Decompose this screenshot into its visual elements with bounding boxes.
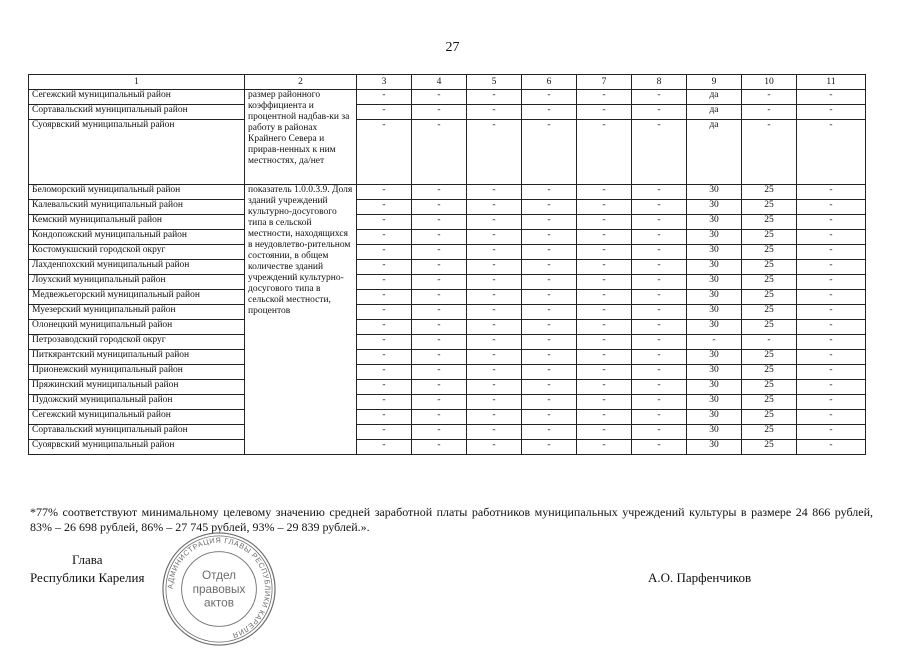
value-cell: - xyxy=(577,380,632,395)
table-row xyxy=(29,395,866,410)
value-cell: - xyxy=(467,215,522,230)
value-cell: 30 xyxy=(687,200,742,215)
value-cell: - xyxy=(412,230,467,245)
value-cell: - xyxy=(577,120,632,185)
stamp-ring-text: АДМИНИСТРАЦИЯ ГЛАВЫ РЕСПУБЛИКИ КАРЕЛИЯ xyxy=(165,535,273,641)
value-cell: 25 xyxy=(742,245,797,260)
value-cell: 30 xyxy=(687,395,742,410)
value-cell: - xyxy=(522,230,577,245)
value-cell: - xyxy=(632,320,687,335)
value-cell: - xyxy=(522,200,577,215)
value-cell: - xyxy=(687,335,742,350)
value-cell: 30 xyxy=(687,425,742,440)
value-cell: - xyxy=(522,305,577,320)
stamp-line-3: актов xyxy=(204,595,234,610)
value-cell: - xyxy=(632,380,687,395)
value-cell: - xyxy=(522,380,577,395)
value-cell: - xyxy=(357,425,412,440)
table-row xyxy=(29,185,866,200)
value-cell: - xyxy=(412,245,467,260)
value-cell: - xyxy=(797,350,866,365)
value-cell: - xyxy=(357,275,412,290)
value-cell: - xyxy=(357,380,412,395)
value-cell: - xyxy=(412,305,467,320)
value-cell: 25 xyxy=(742,365,797,380)
value-cell: - xyxy=(632,410,687,425)
value-cell: - xyxy=(632,440,687,455)
value-cell: - xyxy=(632,365,687,380)
value-cell: 25 xyxy=(742,215,797,230)
row-name: Беломорский муниципальный район xyxy=(29,185,245,200)
value-cell: 25 xyxy=(742,380,797,395)
value-cell: - xyxy=(522,275,577,290)
value-cell: - xyxy=(797,90,866,105)
table-header-row xyxy=(29,75,866,90)
value-cell: - xyxy=(577,335,632,350)
signature-title-line1: Глава xyxy=(72,552,103,567)
row-name: Калевальский муниципальный район xyxy=(29,200,245,215)
value-cell: да xyxy=(687,105,742,120)
value-cell: - xyxy=(467,200,522,215)
value-cell: - xyxy=(632,185,687,200)
value-cell: - xyxy=(632,120,687,185)
value-cell: 25 xyxy=(742,260,797,275)
value-cell: - xyxy=(467,335,522,350)
value-cell: - xyxy=(632,200,687,215)
value-cell: - xyxy=(577,215,632,230)
value-cell: - xyxy=(357,305,412,320)
value-cell: - xyxy=(357,395,412,410)
value-cell: - xyxy=(742,90,797,105)
value-cell: 25 xyxy=(742,230,797,245)
value-cell: - xyxy=(412,320,467,335)
value-cell: - xyxy=(467,365,522,380)
value-cell: 30 xyxy=(687,410,742,425)
value-cell: - xyxy=(412,440,467,455)
value-cell: 30 xyxy=(687,185,742,200)
value-cell: - xyxy=(412,365,467,380)
value-cell: - xyxy=(742,105,797,120)
row-name: Лоухский муниципальный район xyxy=(29,275,245,290)
value-cell: - xyxy=(577,425,632,440)
value-cell: - xyxy=(412,200,467,215)
table-row xyxy=(29,275,866,290)
value-cell: - xyxy=(412,410,467,425)
value-cell: - xyxy=(577,260,632,275)
value-cell: - xyxy=(522,410,577,425)
value-cell: - xyxy=(797,305,866,320)
row-name: Лахденпохский муниципальный район xyxy=(29,260,245,275)
value-cell: - xyxy=(577,275,632,290)
table-row xyxy=(29,425,866,440)
column-header-1: 1 xyxy=(29,75,245,90)
table-row xyxy=(29,120,866,185)
row-name: Сортавальский муниципальный район xyxy=(29,425,245,440)
column-header-4: 4 xyxy=(412,75,467,90)
value-cell: - xyxy=(632,245,687,260)
row-name: Кемский муниципальный район xyxy=(29,215,245,230)
value-cell: - xyxy=(467,185,522,200)
value-cell: - xyxy=(797,380,866,395)
value-cell: - xyxy=(577,200,632,215)
value-cell: - xyxy=(357,440,412,455)
value-cell: 30 xyxy=(687,215,742,230)
row-name: Пудожский муниципальный район xyxy=(29,395,245,410)
value-cell: - xyxy=(412,380,467,395)
value-cell: - xyxy=(522,120,577,185)
table-row xyxy=(29,410,866,425)
value-cell: - xyxy=(357,200,412,215)
value-cell: - xyxy=(797,245,866,260)
value-cell: - xyxy=(467,230,522,245)
value-cell: - xyxy=(467,425,522,440)
value-cell: - xyxy=(797,425,866,440)
column-header-7: 7 xyxy=(577,75,632,90)
page-number: 27 xyxy=(445,40,460,55)
value-cell: да xyxy=(687,90,742,105)
value-cell: - xyxy=(632,260,687,275)
value-cell: 30 xyxy=(687,350,742,365)
column-header-11: 11 xyxy=(797,75,866,90)
value-cell: - xyxy=(467,440,522,455)
value-cell: - xyxy=(797,230,866,245)
value-cell: - xyxy=(797,335,866,350)
value-cell: - xyxy=(797,290,866,305)
value-cell: - xyxy=(632,105,687,120)
value-cell: 30 xyxy=(687,260,742,275)
value-cell: - xyxy=(357,105,412,120)
value-cell: - xyxy=(522,365,577,380)
value-cell: - xyxy=(797,105,866,120)
value-cell: 25 xyxy=(742,200,797,215)
value-cell: - xyxy=(357,350,412,365)
value-cell: 25 xyxy=(742,275,797,290)
column-header-9: 9 xyxy=(687,75,742,90)
value-cell: 25 xyxy=(742,395,797,410)
value-cell: - xyxy=(797,395,866,410)
value-cell: - xyxy=(577,185,632,200)
value-cell: - xyxy=(412,260,467,275)
column-header-5: 5 xyxy=(467,75,522,90)
value-cell: - xyxy=(577,350,632,365)
value-cell: - xyxy=(577,245,632,260)
row-name: Олонецкий муниципальный район xyxy=(29,320,245,335)
value-cell: - xyxy=(412,425,467,440)
stamp-line-2: правовых xyxy=(192,581,246,596)
value-cell: 25 xyxy=(742,290,797,305)
column-header-10: 10 xyxy=(742,75,797,90)
value-cell: 30 xyxy=(687,275,742,290)
value-cell: - xyxy=(412,215,467,230)
value-cell: - xyxy=(467,90,522,105)
row-name: Медвежьегорский муниципальный район xyxy=(29,290,245,305)
value-cell: - xyxy=(522,90,577,105)
value-cell: - xyxy=(797,215,866,230)
value-cell: - xyxy=(357,320,412,335)
table-row xyxy=(29,350,866,365)
indicator-description: показатель 1.0.0.3.9. Доля зданий учреждений культурно-досугового типа в сельской местности, находящихся в неудовлетво-рительном состоянии, в общем количестве зданий учреждений культурно-досугового типа в сельской местности, процентов xyxy=(245,185,357,455)
indicator-table xyxy=(28,74,866,455)
value-cell: - xyxy=(797,410,866,425)
value-cell: - xyxy=(467,305,522,320)
value-cell: - xyxy=(467,275,522,290)
value-cell: - xyxy=(577,230,632,245)
row-name: Питкярантский муниципальный район xyxy=(29,350,245,365)
value-cell: - xyxy=(467,410,522,425)
value-cell: - xyxy=(632,275,687,290)
value-cell: - xyxy=(522,395,577,410)
value-cell: 25 xyxy=(742,350,797,365)
value-cell: - xyxy=(522,320,577,335)
value-cell: - xyxy=(577,395,632,410)
value-cell: - xyxy=(357,410,412,425)
value-cell: - xyxy=(467,120,522,185)
value-cell: - xyxy=(357,120,412,185)
column-header-2: 2 xyxy=(245,75,357,90)
value-cell: - xyxy=(467,395,522,410)
column-header-8: 8 xyxy=(632,75,687,90)
value-cell: - xyxy=(467,105,522,120)
signature-name: А.О. Парфенчиков xyxy=(648,570,752,585)
table-row xyxy=(29,105,866,120)
value-cell: - xyxy=(632,395,687,410)
row-name: Сортавальский муниципальный район xyxy=(29,105,245,120)
value-cell: - xyxy=(357,365,412,380)
value-cell: - xyxy=(412,290,467,305)
value-cell: - xyxy=(522,105,577,120)
value-cell: - xyxy=(632,215,687,230)
row-name: Кондопожский муниципальный район xyxy=(29,230,245,245)
value-cell: - xyxy=(412,350,467,365)
value-cell: - xyxy=(412,395,467,410)
value-cell: - xyxy=(522,215,577,230)
value-cell: - xyxy=(522,350,577,365)
value-cell: - xyxy=(742,120,797,185)
value-cell: 30 xyxy=(687,440,742,455)
value-cell: - xyxy=(412,335,467,350)
table-row xyxy=(29,335,866,350)
value-cell: - xyxy=(357,245,412,260)
stamp-line-1: Отдел xyxy=(201,568,237,583)
value-cell: - xyxy=(632,90,687,105)
value-cell: - xyxy=(797,365,866,380)
value-cell: - xyxy=(632,350,687,365)
official-stamp xyxy=(160,530,278,648)
value-cell: - xyxy=(357,335,412,350)
value-cell: - xyxy=(357,260,412,275)
value-cell: - xyxy=(577,290,632,305)
value-cell: - xyxy=(522,335,577,350)
value-cell: - xyxy=(797,275,866,290)
indicator-description: размер районного коэффициента и процентной надбав-ки за работу в районах Крайнего Севера и прирав-ненных к ним местностях, да/нет xyxy=(245,90,357,185)
value-cell: - xyxy=(412,120,467,185)
table-row xyxy=(29,320,866,335)
value-cell: - xyxy=(357,230,412,245)
value-cell: - xyxy=(632,335,687,350)
value-cell: 25 xyxy=(742,305,797,320)
value-cell: - xyxy=(467,380,522,395)
value-cell: - xyxy=(467,350,522,365)
table-row xyxy=(29,260,866,275)
value-cell: - xyxy=(797,320,866,335)
value-cell: - xyxy=(577,440,632,455)
value-cell: - xyxy=(797,120,866,185)
value-cell: - xyxy=(577,90,632,105)
column-header-3: 3 xyxy=(357,75,412,90)
value-cell: 25 xyxy=(742,425,797,440)
row-name: Пряжинский муниципальный район xyxy=(29,380,245,395)
value-cell: - xyxy=(522,185,577,200)
footnote: *77% соответствуют минимальному целевому значению средней заработной платы работников муниципальных учреждений культуры в размере 24 866 рублей, 83% – 26 698 рублей, 86% – 27 745 рублей, 93% – 29 839 рублей.». xyxy=(30,505,873,534)
table-row xyxy=(29,245,866,260)
table-row xyxy=(29,200,866,215)
row-name: Сегежский муниципальный район xyxy=(29,90,245,105)
row-name: Прионежский муниципальный район xyxy=(29,365,245,380)
value-cell: - xyxy=(797,185,866,200)
value-cell: - xyxy=(467,320,522,335)
value-cell: 30 xyxy=(687,245,742,260)
value-cell: 30 xyxy=(687,305,742,320)
table-row xyxy=(29,230,866,245)
value-cell: - xyxy=(522,425,577,440)
value-cell: - xyxy=(577,320,632,335)
row-name: Муезерский муниципальный район xyxy=(29,305,245,320)
value-cell: - xyxy=(412,275,467,290)
table-row xyxy=(29,305,866,320)
value-cell: 25 xyxy=(742,320,797,335)
table-row xyxy=(29,440,866,455)
table-row xyxy=(29,365,866,380)
table-row xyxy=(29,380,866,395)
value-cell: - xyxy=(522,245,577,260)
value-cell: - xyxy=(412,105,467,120)
value-cell: 30 xyxy=(687,380,742,395)
value-cell: - xyxy=(522,440,577,455)
value-cell: - xyxy=(742,335,797,350)
value-cell: 25 xyxy=(742,185,797,200)
value-cell: - xyxy=(632,290,687,305)
table-row xyxy=(29,215,866,230)
value-cell: - xyxy=(797,440,866,455)
table-row xyxy=(29,290,866,305)
value-cell: 25 xyxy=(742,440,797,455)
value-cell: - xyxy=(522,290,577,305)
row-name: Суоярвский муниципальный район xyxy=(29,120,245,185)
value-cell: - xyxy=(522,260,577,275)
value-cell: - xyxy=(797,260,866,275)
value-cell: - xyxy=(412,185,467,200)
value-cell: - xyxy=(577,410,632,425)
value-cell: - xyxy=(632,425,687,440)
value-cell: 30 xyxy=(687,365,742,380)
value-cell: - xyxy=(632,230,687,245)
value-cell: - xyxy=(412,90,467,105)
value-cell: 30 xyxy=(687,290,742,305)
value-cell: да xyxy=(687,120,742,185)
value-cell: - xyxy=(577,365,632,380)
value-cell: - xyxy=(357,215,412,230)
row-name: Петрозаводский городской округ xyxy=(29,335,245,350)
value-cell: - xyxy=(467,245,522,260)
row-name: Суоярвский муниципальный район xyxy=(29,440,245,455)
value-cell: 25 xyxy=(742,410,797,425)
value-cell: - xyxy=(577,305,632,320)
value-cell: - xyxy=(577,105,632,120)
value-cell: 30 xyxy=(687,320,742,335)
value-cell: - xyxy=(467,260,522,275)
value-cell: 30 xyxy=(687,230,742,245)
column-header-6: 6 xyxy=(522,75,577,90)
value-cell: - xyxy=(357,290,412,305)
value-cell: - xyxy=(632,305,687,320)
row-name: Костомукшский городской округ xyxy=(29,245,245,260)
value-cell: - xyxy=(797,200,866,215)
value-cell: - xyxy=(467,290,522,305)
table-row xyxy=(29,90,866,105)
value-cell: - xyxy=(357,185,412,200)
signature-title-line2: Республики Карелия xyxy=(30,570,145,585)
value-cell: - xyxy=(357,90,412,105)
row-name: Сегежский муниципальный район xyxy=(29,410,245,425)
